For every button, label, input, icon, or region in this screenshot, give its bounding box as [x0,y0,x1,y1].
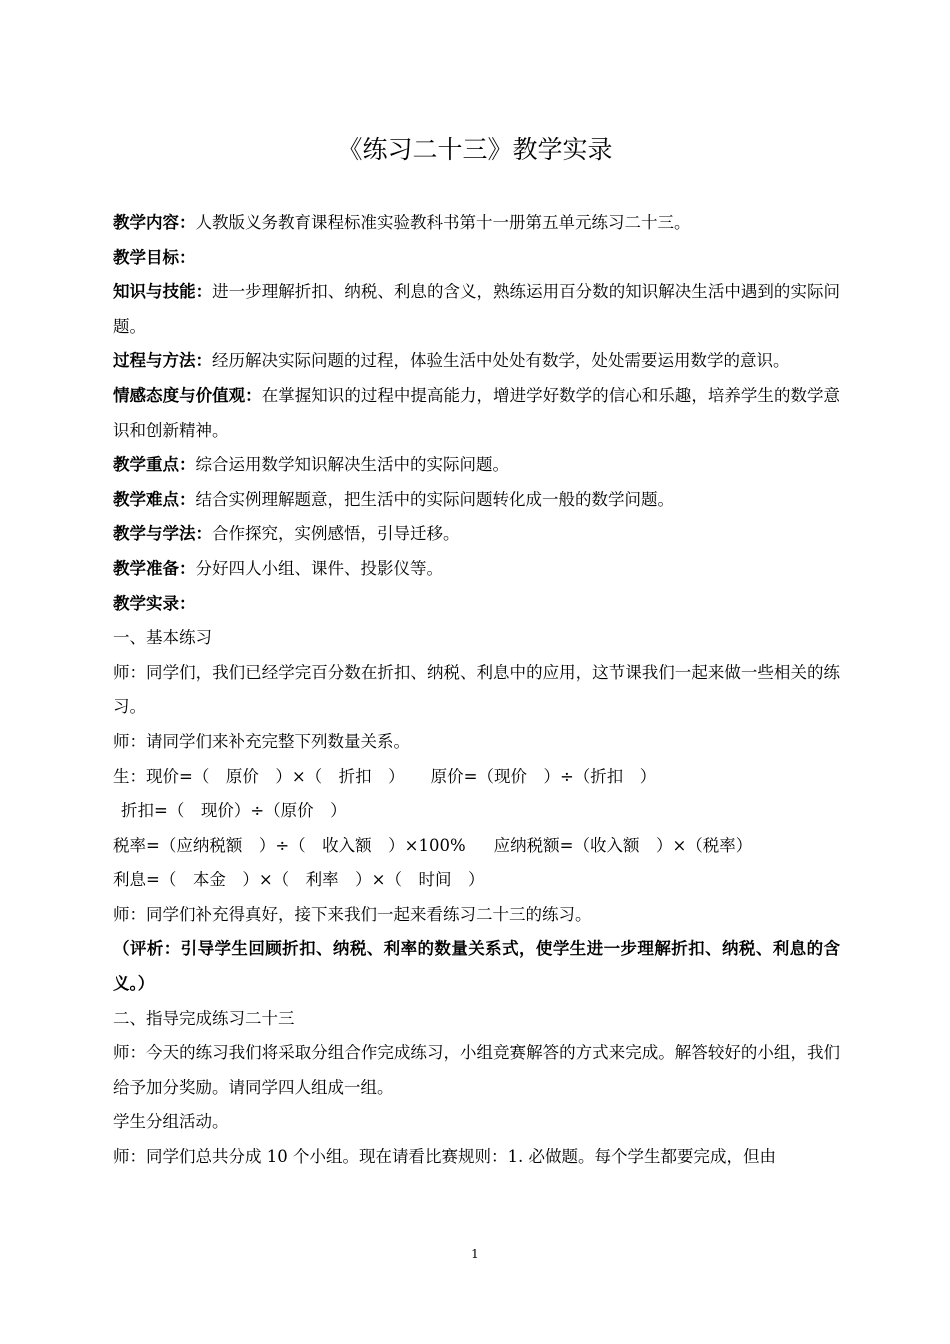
document-title: 《练习二十三》教学实录 [337,135,613,164]
attitude-values-text: 在掌握知识的过程中提高能力，增进学好数学的信心和乐趣，培养学生的数学意识和创新精神。 [113,385,841,440]
formula-current-price: 生：现价=（ 原价 ）×（ 折扣 ） [113,766,405,786]
teaching-goals-label: 教学目标： [113,247,196,267]
process-method-label: 过程与方法： [113,351,212,371]
formula-tax-rate: 税率=（应纳税额 ）÷（ 收入额 ）×100% [113,835,466,855]
attitude-values-paragraph [113,379,840,448]
teaching-method-text: 合作探究，实例感悟，引导迁移。 [212,524,460,544]
teaching-method-line [113,517,840,552]
teaching-record-label: 教学实录： [113,593,196,613]
comment-paragraph: （评析：引导学生回顾折扣、纳税、利率的数量关系式，使学生进一步理解折扣、纳税、利息的含义。） [113,939,840,994]
key-point-line [113,448,840,483]
formula-line-3 [113,829,840,864]
formula-tax-amount: 应纳税额=（收入额 ）×（税率） [493,835,753,855]
paragraph-1: 师：同学们，我们已经学完百分数在折扣、纳税、利息中的应用，这节课我们一起来做一些相关的练习。 [113,662,840,717]
formula-line-2: 折扣=（ 现价）÷（原价 ） [121,801,347,821]
section-heading-1: 一、基本练习 [113,628,212,648]
teaching-content-text: 人教版义务教育课程标准实验教科书第十一册第五单元练习二十三。 [195,213,691,232]
knowledge-skills-label: 知识与技能： [113,282,213,302]
paragraph-4: 师：今天的练习我们将采取分组合作完成练习，小组竞赛解答的方式来完成。解答较好的小组，我们给予加分奖励。请同学四人组成一组。 [113,1043,840,1097]
attitude-values-label: 情感态度与价值观： [113,385,262,405]
teaching-method-label: 教学与学法： [113,524,212,544]
knowledge-skills-paragraph [113,275,840,344]
preparation-label: 教学准备： [113,558,196,578]
preparation-text: 分好四人小组、课件、投影仪等。 [195,558,443,578]
formula-line-4: 利息=（ 本金 ）×（ 利率 ）×（ 时间 ） [113,870,485,890]
process-method-paragraph [113,344,840,379]
formula-line-1 [113,760,840,795]
process-method-text: 经历解决实际问题的过程，体验生活中处处有数学，处处需要运用数学的意识。 [212,351,790,371]
knowledge-skills-text: 进一步理解折扣、纳税、利息的含义，熟练运用百分数的知识解决生活中遇到的实际问题。 [113,282,841,336]
paragraph-6: 师：同学们总共分成 10 个小组。现在请看比赛规则：1. 必做题。每个学生都要完成，但由 [113,1147,776,1167]
document-body [113,206,840,1175]
paragraph-2: 师：请同学们来补充完整下列数量关系。 [113,731,410,751]
difficulty-label: 教学难点： [113,489,196,509]
paragraph-5: 学生分组活动。 [113,1112,229,1132]
teaching-content-line [113,206,840,241]
formula-original-price: 原价=（现价 ）÷（折扣 ） [430,766,657,786]
teaching-content-label: 教学内容： [113,213,196,232]
difficulty-text: 结合实例理解题意，把生活中的实际问题转化成一般的数学问题。 [195,489,674,509]
key-point-text: 综合运用数学知识解决生活中的实际问题。 [195,455,509,475]
preparation-line [113,552,840,587]
difficulty-line [113,483,840,518]
key-point-label: 教学重点： [113,455,196,475]
section-heading-2: 二、指导完成练习二十三 [113,1008,295,1028]
paragraph-3: 师：同学们补充得真好，接下来我们一起来看练习二十三的练习。 [113,904,592,924]
page-number: 1 [471,1247,479,1261]
